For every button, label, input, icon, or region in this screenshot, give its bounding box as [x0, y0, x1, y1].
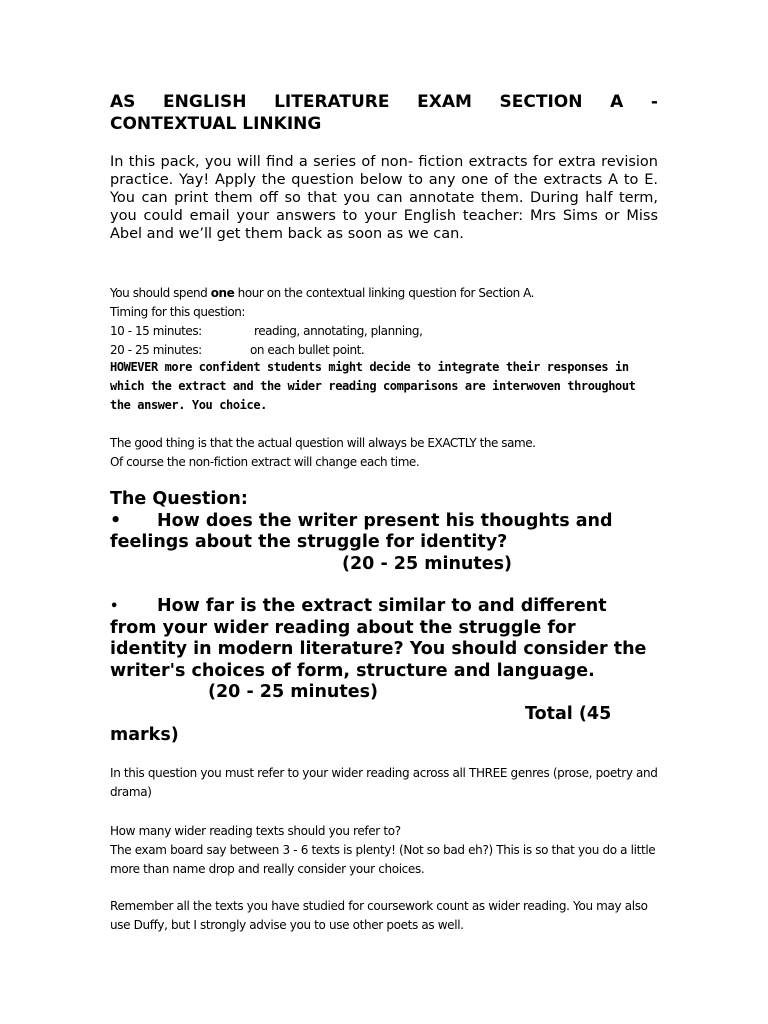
timing-section — [110, 284, 658, 360]
timing-heading: Timing for this question: — [110, 305, 246, 319]
wider-reading-note: In this question you must refer to your wider reading across all THREE genres (prose, poetry and drama) — [110, 766, 658, 799]
how-many-section — [110, 822, 662, 879]
spend-text: hour on the contextual linking question for Section A. — [234, 286, 535, 300]
bullet-1-time: (20 - 25 minutes) — [342, 553, 513, 574]
timing-task: on each bullet point. — [250, 343, 365, 357]
spend-text: You should spend — [110, 286, 211, 300]
bullet-icon: • — [110, 599, 119, 614]
title-word: A — [610, 92, 624, 112]
title-word: ENGLISH — [163, 92, 247, 112]
title-line-1 — [110, 91, 658, 113]
title-word: AS — [110, 92, 136, 112]
title-word: - — [650, 92, 658, 112]
timing-row — [110, 322, 658, 341]
intro-paragraph: In this pack, you will find a series of non- fiction extracts for extra revision practice. Yay! Apply the question below to any one of the extracts A to E. You can print them off so that you can annotate them. During half term, you could email your answers to your English teacher: Mrs Sims or Miss Abel and we’ll get them back as soon as we can. — [110, 154, 658, 242]
bullet-text: from your wider reading about the struggle for identity in modern literature? You should consider the writer's choices of form, structure and language. — [110, 617, 647, 681]
how-many-question: How many wider reading texts should you refer to? — [110, 824, 401, 838]
total-marks: Total (45 — [525, 703, 612, 724]
question-heading: The Question: — [110, 489, 248, 509]
timing-time: 20 - 25 minutes: — [110, 343, 202, 357]
good-thing-line: Of course the non-fiction extract will change each time. — [110, 455, 420, 469]
how-many-answer: The exam board say between 3 - 6 texts is plenty! (Not so bad eh?) This is so that you do a little more than name drop and really consider your choices. — [110, 843, 656, 876]
spend-line — [110, 284, 658, 303]
title-line-2: CONTEXTUAL LINKING — [110, 114, 322, 134]
timing-task: reading, annotating, planning, — [254, 324, 423, 338]
remember-note: Remember all the texts you have studied for coursework count as wider reading. You may also use Duffy, but I strongly advise you to use other poets as well. — [110, 899, 648, 932]
question-section — [110, 489, 658, 747]
timing-time: 10 - 15 minutes: — [110, 324, 202, 338]
bullet-2-time: (20 - 25 minutes) — [208, 682, 379, 702]
however-note: HOWEVER more confident students might decide to integrate their responses in which the extract and the wider reading comparisons are interwoven throughout the answer. You choice. — [110, 360, 636, 412]
question-bullet-1 — [110, 511, 658, 533]
good-thing-line: The good thing is that the actual question will always be EXACTLY the same. — [110, 436, 536, 450]
page-title — [110, 91, 658, 135]
title-word: SECTION — [499, 92, 583, 112]
bullet-text: How far is the extract similar to and different — [157, 596, 607, 616]
bullet-icon: • — [110, 510, 122, 531]
bullet-text: feelings about the struggle for identity? — [110, 532, 508, 552]
good-thing-note — [110, 434, 658, 472]
total-marks-cont: marks) — [110, 725, 179, 745]
title-word: LITERATURE — [274, 92, 390, 112]
title-word: EXAM — [417, 92, 472, 112]
spend-emphasis: one — [210, 286, 235, 300]
question-bullet-2 — [110, 596, 658, 618]
bullet-text: How does the writer present his thoughts and — [157, 510, 613, 531]
